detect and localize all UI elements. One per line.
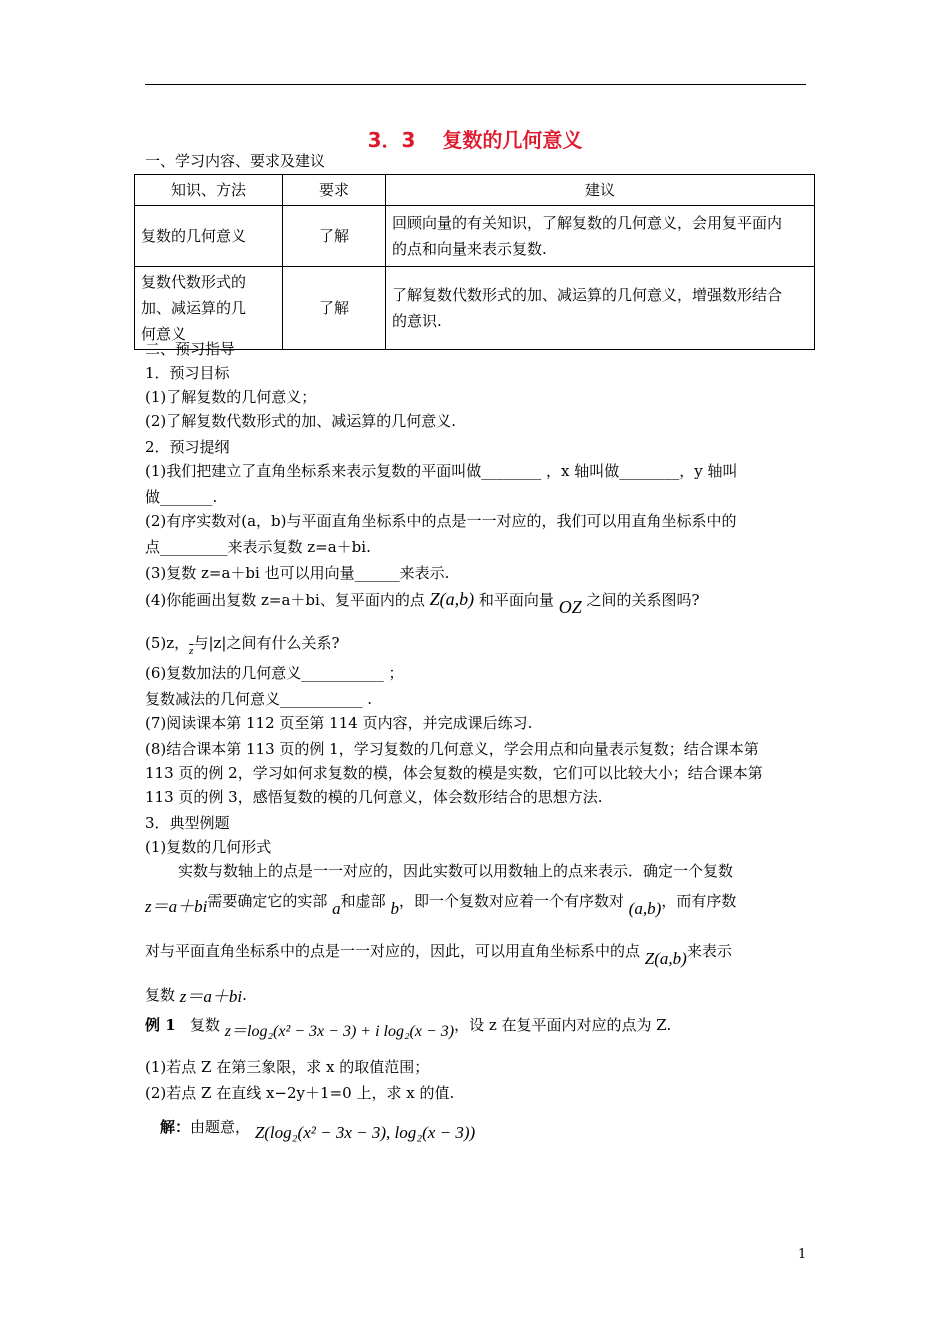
text: 由题意， (190, 1118, 251, 1136)
text: 来表示 (686, 942, 732, 960)
advice-line: 了解复数代数形式的加、减运算的几何意义，增强数形结合 (392, 286, 783, 304)
page-number: 1 (798, 1247, 807, 1262)
paragraph-line: (3)复数 z=a＋bi 也可以用向量______来表示. (145, 564, 450, 582)
table-cell (386, 206, 815, 267)
table-cell: 复数的几何意义 (135, 206, 283, 267)
text: 和虚部 (340, 892, 386, 910)
paragraph-line: (6)复数加法的几何意义___________ ； (145, 664, 404, 682)
text: 需要确定它的实部 (207, 892, 328, 910)
paragraph-line: (1)我们把建立了直角坐标系来表示复数的平面叫做________ ，x 轴叫做________，y 轴叫 (145, 462, 738, 480)
table-header-row (135, 175, 815, 206)
solution-formula: Z(log₂(x² − 3x − 3), log₂(x − 3)) (254, 1123, 476, 1142)
paragraph-line: 点_________来表示复数 z=a＋bi. (145, 538, 371, 556)
text: 之间的关系图吗? (586, 591, 700, 609)
text: 复数 (145, 986, 176, 1004)
formula: z＝a＋bi (179, 987, 243, 1006)
point-Z-formula: Z(a,b) (429, 589, 475, 609)
paragraph-line: (2)有序实数对(a，b)与平面直角坐标系中的点是一一对应的，我们可以用直角坐标系中的 (145, 512, 737, 530)
list-item: (2)了解复数代数形式的加、减运算的几何意义. (145, 412, 457, 430)
paragraph-line: 复数减法的几何意义___________ . (145, 690, 373, 708)
text: 和平面向量 (478, 591, 554, 609)
section-heading-1: 一、学习内容、要求及建议 (145, 152, 326, 170)
topic-line: 加、减运算的几 (141, 299, 247, 317)
example-line (145, 1014, 672, 1040)
topic-line: 何意义 (141, 325, 187, 343)
table-cell: 了解 (283, 267, 386, 350)
text: 复数 (189, 1016, 220, 1034)
vector-OZ-formula: OZ (558, 597, 582, 617)
point-Z-formula: Z(a,b) (644, 949, 687, 968)
paragraph-line: (8)结合课本第 113 页的例 1，学习复数的几何意义，学会用点和向量表示复数；结合课本第 (145, 740, 759, 758)
example-formula: z＝log₂(x² − 3x − 3) + i log₂(x − 3) (224, 1023, 455, 1040)
paragraph-line (145, 588, 700, 617)
text: ，而有序数 (661, 892, 737, 910)
advice-line: 回顾向量的有关知识，了解复数的几何意义，会用复平面内 (392, 214, 783, 232)
list-item: (1)了解复数的几何意义； (145, 388, 317, 406)
paragraph-line: 113 页的例 2，学习如何求复数的模，体会复数的模是实数，它们可以比较大小；结合课本第 (145, 764, 763, 782)
advice-line: 的点和向量来表示复数. (392, 240, 547, 258)
formula: a (332, 899, 341, 918)
text: 对与平面直角坐标系中的点是一一对应的，因此，可以用直角坐标系中的点 (145, 942, 641, 960)
paragraph-line (145, 890, 737, 918)
subsection-heading: (1)复数的几何形式 (145, 838, 272, 856)
table-header-cell: 要求 (283, 175, 386, 206)
paragraph-line: (7)阅读课本第 112 页至第 114 页内容，并完成课后练习. (145, 714, 533, 732)
table-cell (386, 267, 815, 350)
text: ，设 z 在复平面内对应的点为 Z. (454, 1016, 672, 1034)
paragraph-line (145, 984, 247, 1006)
requirements-table (134, 174, 815, 350)
solution-line (160, 1116, 476, 1142)
text: (4)你能画出复数 z=a＋bi、复平面内的点 (145, 591, 425, 609)
solution-label: 解： (160, 1118, 191, 1136)
table-header-cell: 知识、方法 (135, 175, 283, 206)
section-heading-2: 二、预习指导 (145, 340, 236, 358)
paragraph-line (145, 632, 340, 656)
question-line: (2)若点 Z 在直线 x−2y＋1=0 上，求 x 的值. (145, 1084, 455, 1102)
subsection-heading: 3．典型例题 (145, 814, 230, 832)
topic-line: 复数代数形式的 (141, 273, 247, 291)
formula: (a,b) (628, 899, 662, 918)
formula: b (390, 899, 399, 918)
text: ，即一个复数对应着一个有序数对 (398, 892, 624, 910)
text: (5)z， (145, 634, 190, 652)
paragraph-line (145, 940, 732, 968)
table-row (135, 267, 815, 350)
header-rule (145, 84, 806, 85)
example-label: 例 1 (145, 1016, 176, 1034)
conjugate-z: z (189, 645, 194, 657)
text: . (242, 986, 247, 1004)
table-header-cell: 建议 (386, 175, 815, 206)
advice-line: 的意识. (392, 312, 442, 330)
formula: z＝a＋bi (145, 897, 208, 916)
text: 与|z|之间有什么关系? (193, 634, 340, 652)
table-cell: 了解 (283, 206, 386, 267)
page-title: 3．3 复数的几何意义 (367, 128, 583, 152)
paragraph-line: 做_______. (145, 488, 218, 506)
paragraph-line: 113 页的例 3，感悟复数的模的几何意义，体会数形结合的思想方法. (145, 788, 603, 806)
paragraph-line: 实数与数轴上的点是一一对应的，因此实数可以用数轴上的点来表示．确定一个复数 (178, 862, 734, 880)
question-line: (1)若点 Z 在第三象限，求 x 的取值范围； (145, 1058, 430, 1076)
table-row (135, 206, 815, 267)
subsection-heading: 2．预习提纲 (145, 438, 230, 456)
subsection-heading: 1．预习目标 (145, 364, 230, 382)
